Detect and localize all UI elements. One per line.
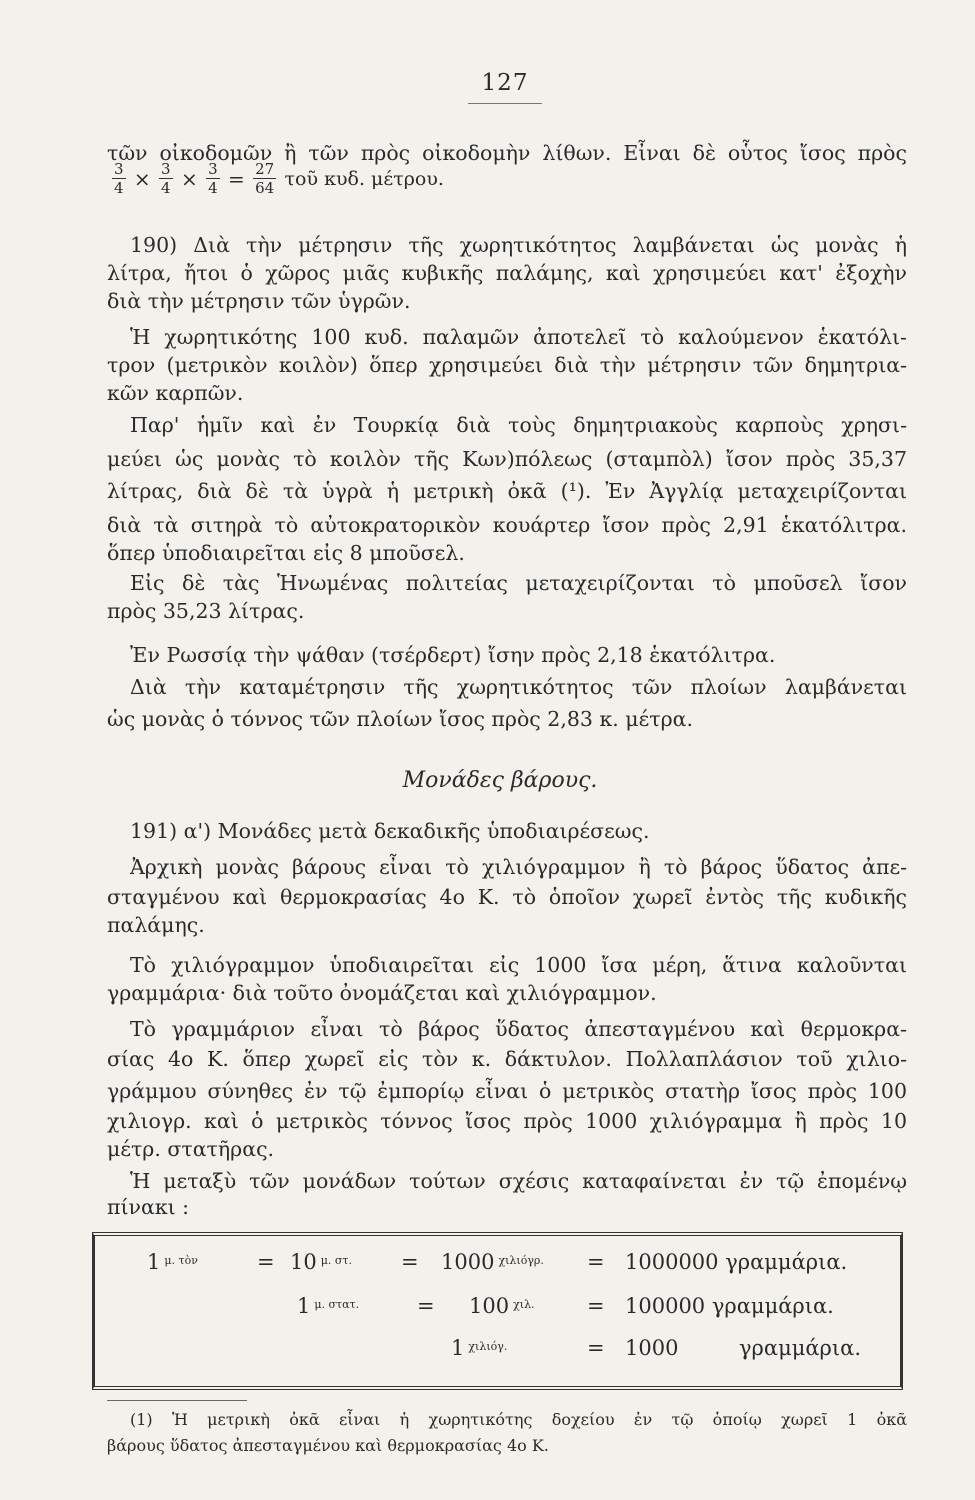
equals-sign: =: [227, 166, 245, 191]
page-number-rule: [468, 103, 542, 104]
page-number: 127: [481, 70, 529, 96]
unit-text: τοῦ κυδ. μέτρου.: [284, 167, 444, 190]
fraction: $\frac{3}{4}$: [161, 160, 171, 197]
text-line: 191) α') Μονάδες μετὰ δεκαδικῆς ὑποδιαιρέσεως.: [130, 819, 650, 843]
weight-units-table: 1 $^{\mu. \tau ὸ\nu}$ = 10 $^{\mu. \sigma\tau.}$ = 1000 $^{\chi\iota\lambda\iota ό\gamma\rho.}$ = 1000000 γραμμάρια. 1 $^{\mu. \sigma\tau\alpha\tau.}$ = 100 $^{\chi\iota\lambda.}$ = 100000 γραμμάρια. 1 $^{\chi\iota\lambda\iota ό\gamma.}$ = 1000 γραμμάρια.: [92, 1232, 903, 1390]
section-heading: Μονάδες βάρους.: [402, 768, 598, 793]
text-line: τρον (μετρικὸν κοιλὸν) ὅπερ χρησιμεύει διὰ τὴν μέτρησιν τῶν δημητρια-: [107, 353, 907, 377]
text-line: τῶν οἰκοδομῶν ἢ τῶν πρὸς οἰκοδομὴν λίθων. Εἶναι δὲ οὗτος ἴσος πρὸς: [107, 141, 907, 165]
text-line: Εἰς δὲ τὰς Ἡνωμένας πολιτείας μεταχειρίζονται τὸ μποῦσελ ἴσον: [130, 571, 907, 595]
text-line: μεύει ὡς μονὰς τὸ κοιλὸν τῆς Κων)πόλεως (σταμπὸλ) ἴσον πρὸς 35,37: [107, 447, 907, 471]
text-line: λίτρα, ἤτοι ὁ χῶρος μιᾶς κυβικῆς παλάμης, καὶ χρησιμεύει κατ' ἐξοχὴν: [107, 261, 907, 285]
text-line: ὅπερ ὑποδιαιρεῖται εἰς 8 μποῦσελ.: [107, 541, 465, 565]
times-sign: ×: [180, 166, 198, 191]
text-line: Ἡ μεταξὺ τῶν μονάδων τούτων σχέσις καταφαίνεται ἐν τῷ ἐπομένῳ: [130, 1169, 907, 1193]
text-line: σίας 4ο Κ. ὅπερ χωρεῖ εἰς τὸν κ. δάκτυλον. Πολλαπλάσιον τοῦ χιλιο-: [107, 1047, 907, 1071]
text-line: λίτρας, διὰ δὲ τὰ ὑγρὰ ἡ μετρικὴ ὀκᾶ (¹). Ἐν Ἀγγλίᾳ μεταχειρίζονται: [107, 479, 907, 503]
text-line: Ἀρχικὴ μονὰς βάρους εἶναι τὸ χιλιόγραμμον ἢ τὸ βάρος ὕδατος ἀπε-: [130, 855, 907, 879]
fraction-equation: [112, 160, 446, 220]
text-line: χιλιογρ. καὶ ὁ μετρικὸς τόννος ἴσος πρὸς 1000 χιλιόγραμμα ἢ πρὸς 10: [107, 1109, 907, 1133]
text-line: διὰ τὴν μέτρησιν τῶν ὑγρῶν.: [107, 289, 411, 313]
text-line: γράμμου σύνηθες ἐν τῷ ἐμπορίῳ εἶναι ὁ μετρικὸς στατὴρ ἴσος πρὸς 100: [107, 1079, 907, 1103]
fraction: $\frac{3}{4}$: [208, 160, 218, 197]
text-line: Ἐν Ρωσσίᾳ τὴν ψάθαν (τσέρδερτ) ἴσην πρὸς 2,18 ἑκατόλιτρα.: [130, 643, 776, 667]
text-line: Τὸ γραμμάριον εἶναι τὸ βάρος ὕδατος ἀπεσταγμένου καὶ θερμοκρα-: [130, 1017, 907, 1041]
fraction: $\frac{3}{4}$: [114, 160, 124, 197]
text-line: ὡς μονὰς ὁ τόννος τῶν πλοίων ἴσος πρὸς 2,83 κ. μέτρα.: [107, 707, 694, 731]
footnote-line: (1) Ἡ μετρικὴ ὀκᾶ εἶναι ἡ χωρητικότης δοχείου ἐν τῷ ὁποίῳ χωρεῖ 1 ὀκᾶ: [130, 1410, 907, 1429]
fraction: $\frac{27}{64}$: [255, 160, 275, 197]
text-line: Παρ' ἡμῖν καὶ ἐν Τουρκίᾳ διὰ τοὺς δημητριακοὺς καρποὺς χρησι-: [130, 413, 907, 437]
text-line: Διὰ τὴν καταμέτρησιν τῆς χωρητικότητος τῶν πλοίων λαμβάνεται: [130, 675, 907, 699]
text-line: 190) Διὰ τὴν μέτρησιν τῆς χωρητικότητος λαμβάνεται ὡς μονὰς ἡ: [130, 233, 907, 257]
text-line: διὰ τὰ σιτηρὰ τὸ αὐτοκρατορικὸν κουάρτερ ἴσον πρὸς 2,91 ἑκατόλιτρα.: [107, 513, 907, 537]
text-line: Ἡ χωρητικότης 100 κυδ. παλαμῶν ἀποτελεῖ τὸ καλούμενον ἑκατόλι-: [130, 325, 907, 349]
text-line: πίνακι :: [107, 1195, 190, 1219]
text-line: πρὸς 35,23 λίτρας.: [107, 599, 305, 623]
text-line: κῶν καρπῶν.: [107, 381, 244, 405]
times-sign: ×: [133, 166, 151, 191]
text-line: σταγμένου καὶ θερμοκρασίας 4ο Κ. τὸ ὁποῖον χωρεῖ ἐντὸς τῆς κυδικῆς: [107, 885, 907, 909]
footnote-rule: [107, 1400, 247, 1401]
text-line: γραμμάρια· διὰ τοῦτο ὀνομάζεται καὶ χιλιόγραμμον.: [107, 981, 657, 1005]
text-line: μέτρ. στατῆρας.: [107, 1137, 275, 1161]
text-line: Τὸ χιλιόγραμμον ὑποδιαιρεῖται εἰς 1000 ἴσα μέρη, ἅτινα καλοῦνται: [130, 953, 907, 977]
text-line: παλάμης.: [107, 913, 205, 937]
footnote-line: βάρους ὕδατος ἀπεσταγμένου καὶ θερμοκρασίας 4ο Κ.: [107, 1436, 549, 1455]
